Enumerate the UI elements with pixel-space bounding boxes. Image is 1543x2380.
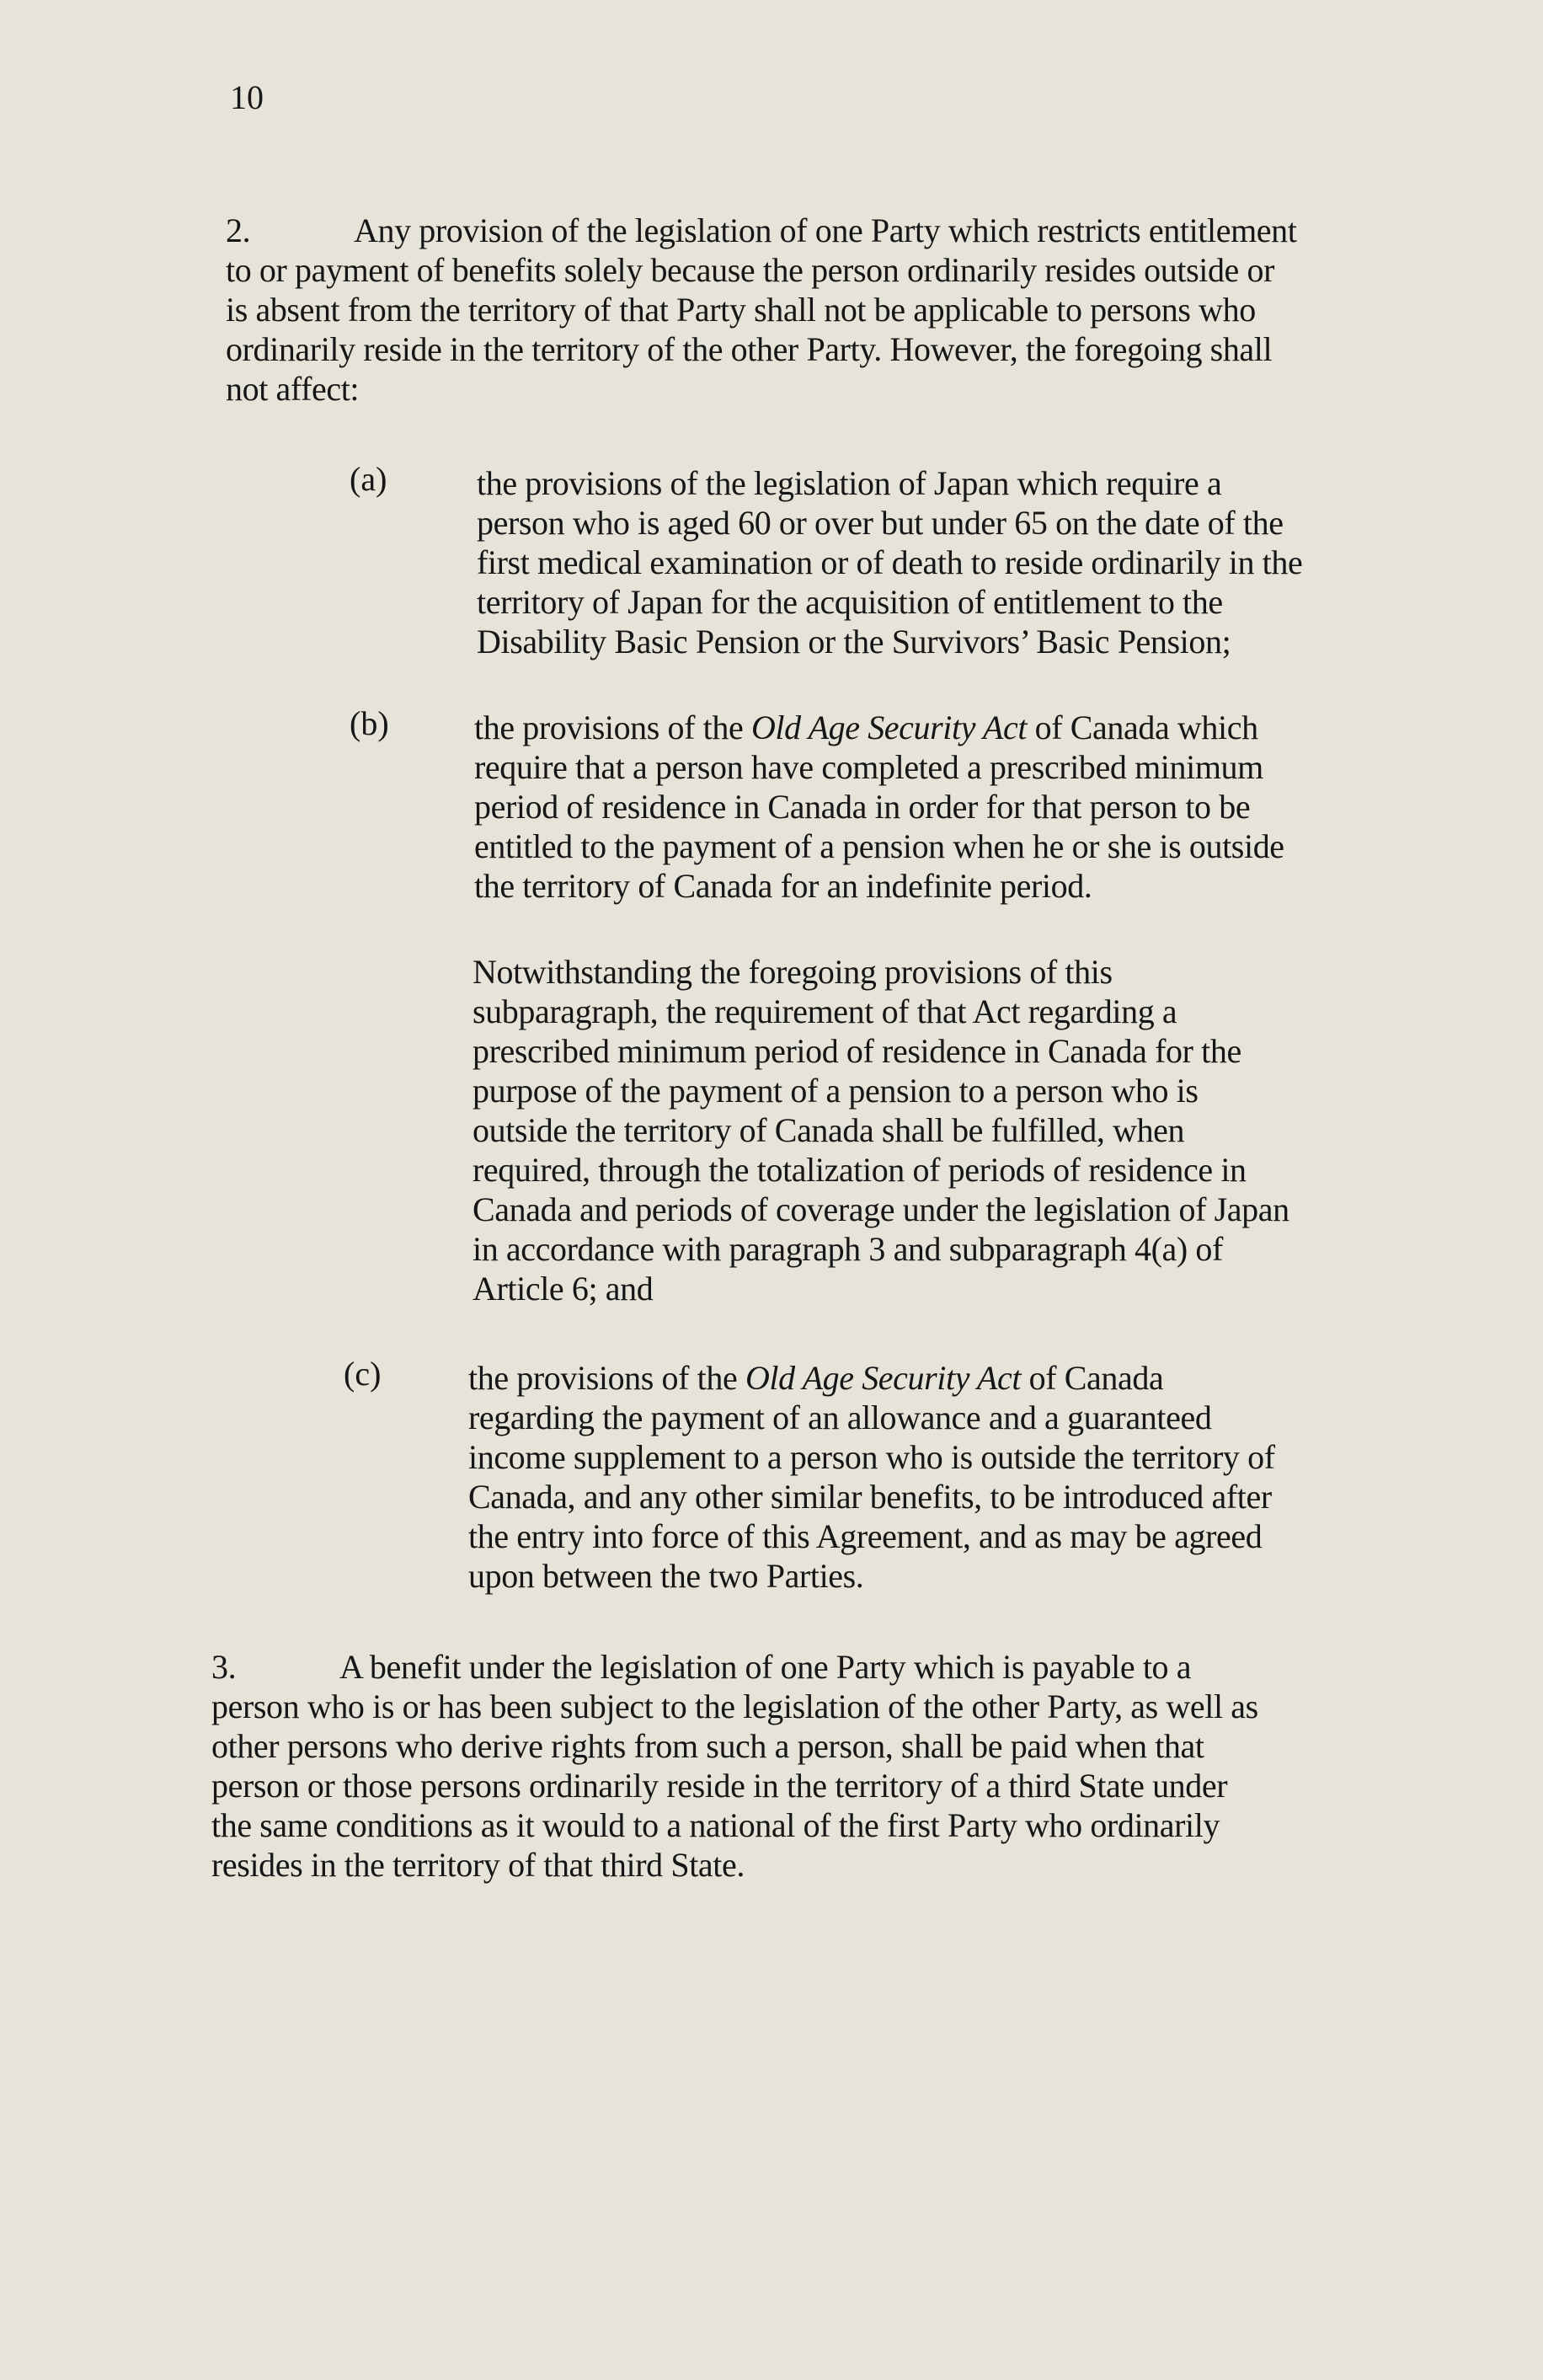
paragraph-3-line-2: person who is or has been subject to the legislation of the other Party, as well as (211, 1687, 1258, 1725)
act-title: Old Age Security Act (750, 709, 1028, 746)
subparagraph-c-text (468, 1358, 1395, 1596)
page-number: 10 (230, 78, 264, 116)
note-line-4: purpose of the payment of a pension to a person who is (473, 1072, 1199, 1110)
paragraph-2-line-3: is absent from the territory of that Party shall not be applicable to persons who (226, 291, 1256, 329)
paragraph-2 (226, 211, 1405, 409)
subparagraph-b-line-1 (474, 708, 1401, 747)
note-line-5: outside the territory of Canada shall be fulfilled, when (473, 1111, 1185, 1149)
note-line-8: in accordance with paragraph 3 and subparagraph 4(a) of (473, 1230, 1223, 1268)
paragraph-3-number: 3. (211, 1648, 237, 1686)
paragraph-3-line-6: resides in the territory of that third State. (211, 1846, 745, 1884)
subparagraph-a-text (477, 463, 1403, 661)
paragraph-3-line-3: other persons who derive rights from such a person, shall be paid when that (211, 1727, 1204, 1765)
paragraph-3-line-1 (211, 1647, 1407, 1687)
paragraph-2-number: 2. (226, 211, 251, 249)
note-line-1: Notwithstanding the foregoing provisions of this (473, 953, 1113, 991)
subparagraph-c-line-1 (468, 1358, 1395, 1398)
subparagraph-c-label: (c) (344, 1355, 382, 1393)
subparagraph-a-label: (a) (350, 460, 387, 498)
note-line-6: required, through the totalization of periods of residence in (473, 1151, 1247, 1189)
subparagraph-c-line-1-pre: the provisions of the (468, 1359, 745, 1397)
subparagraph-a-line-2: person who is aged 60 or over but under 65 on the date of the (477, 504, 1284, 542)
paragraph-2-line-5: not affect: (226, 370, 360, 408)
subparagraph-a-line-1: the provisions of the legislation of Japan which require a (477, 464, 1222, 502)
subparagraph-a-line-3: first medical examination or of death to reside ordinarily in the (477, 543, 1303, 581)
subparagraph-b-label: (b) (350, 704, 389, 742)
subparagraph-c-line-3: income supplement to a person who is outside the territory of (468, 1438, 1275, 1476)
subparagraph-a-line-5: Disability Basic Pension or the Survivors’ Basic Pension; (477, 623, 1231, 661)
paragraph-3-line-5: the same conditions as it would to a national of the first Party who ordinarily (211, 1806, 1220, 1844)
note-line-2: subparagraph, the requirement of that Act regarding a (473, 992, 1177, 1030)
subparagraph-b-line-1-pre: the provisions of the (474, 709, 751, 746)
note-line-7: Canada and periods of coverage under the legislation of Japan (473, 1190, 1289, 1228)
subparagraph-c-line-6: upon between the two Parties. (468, 1557, 864, 1595)
subparagraph-b-line-1-post: of Canada which (1027, 709, 1258, 746)
subparagraph-c-line-4: Canada, and any other similar benefits, to be introduced after (468, 1478, 1272, 1516)
subparagraph-b-line-3: period of residence in Canada in order for that person to be (474, 788, 1251, 826)
act-title: Old Age Security Act (745, 1359, 1022, 1397)
subparagraph-c-line-1-post: of Canada (1021, 1359, 1164, 1397)
subparagraph-b-note (473, 952, 1399, 1308)
subparagraph-b-line-2: require that a person have completed a prescribed minimum (474, 748, 1263, 786)
subparagraph-a-line-4: territory of Japan for the acquisition of entitlement to the (477, 583, 1223, 621)
paragraph-3-line-4: person or those persons ordinarily reside in the territory of a third State under (211, 1767, 1228, 1805)
subparagraph-c-line-2: regarding the payment of an allowance and a guaranteed (468, 1399, 1212, 1436)
paragraph-2-line-2: to or payment of benefits solely because the person ordinarily resides outside or (226, 251, 1275, 289)
subparagraph-c-line-5: the entry into force of this Agreement, and as may be agreed (468, 1517, 1263, 1555)
subparagraph-b-text (474, 708, 1401, 906)
subparagraph-b-line-4: entitled to the payment of a pension when he or she is outside (474, 827, 1284, 865)
paragraph-3 (211, 1647, 1407, 1885)
paragraph-2-line-1 (226, 211, 1405, 250)
paragraph-3-text: A benefit under the legislation of one Party which is payable to a (339, 1648, 1192, 1686)
note-line-9: Article 6; and (473, 1270, 654, 1308)
paragraph-2-text: Any provision of the legislation of one Party which restricts entitlement (354, 211, 1297, 249)
paragraph-2-line-4: ordinarily reside in the territory of the other Party. However, the foregoing shall (226, 330, 1273, 368)
subparagraph-b-line-5: the territory of Canada for an indefinite period. (474, 867, 1092, 905)
note-line-3: prescribed minimum period of residence in Canada for the (473, 1032, 1241, 1070)
